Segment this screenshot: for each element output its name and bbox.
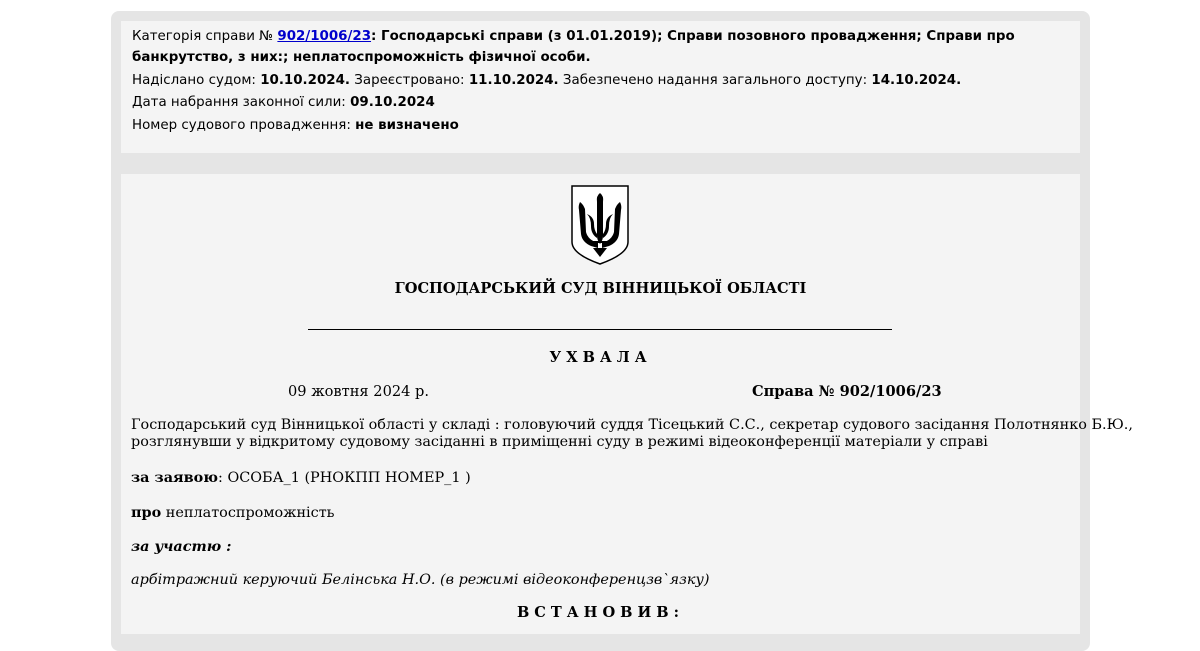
proceeding-label: Номер судового провадження: (132, 118, 351, 133)
court-title: ГОСПОДАРСЬКИЙ СУД ВІННИЦЬКОЇ ОБЛАСТІ (394, 280, 807, 297)
participation-line (131, 538, 1071, 555)
ruling-date: 09 жовтня 2024 р. (288, 383, 430, 400)
proceeding-line (132, 118, 459, 133)
category-line-1 (132, 29, 1015, 44)
effective-value: 09.10.2024 (350, 95, 435, 110)
document-panel (121, 174, 1133, 634)
application-value: : ОСОБА_1 (РНОКПП НОМЕР_1 ) (218, 470, 471, 486)
intro-line-1 (131, 417, 1133, 433)
established-heading: ВСТАНОВИВ: (516, 604, 685, 621)
registered-value: 11.10.2024. (468, 73, 559, 88)
intro-line-2: розглянувши у відкритому судовому засіданні в приміщенні суду в режимі відеоконференції матеріали у справі (131, 434, 988, 450)
effective-date-line (132, 95, 435, 110)
category-label: Категорія справи № (132, 29, 274, 44)
sent-value: 10.10.2024. (260, 73, 351, 88)
case-metadata-panel (121, 21, 1080, 153)
access-value: 14.10.2024. (871, 73, 962, 88)
access-label: Забезпечено надання загального доступу: (562, 73, 868, 88)
category-value-1: : Господарські справи (з 01.01.2019); Справи позовного провадження; Справи про (371, 29, 1015, 44)
dates-line (132, 73, 961, 88)
manager-line: арбітражний керуючий Белінська Н.О. (в режимі відеоконференцзв`язку) (131, 572, 710, 588)
document-type-heading: УХВАЛА (549, 349, 652, 366)
intro-paragraph (131, 417, 1133, 450)
about-label: про (131, 504, 162, 521)
application-line (131, 469, 1071, 486)
title-divider (308, 329, 892, 330)
category-value-2: банкрутство, з них:; неплатоспроможність фізичної особи. (132, 50, 591, 65)
effective-label: Дата набрання законної сили: (132, 95, 346, 110)
proceeding-value: не визначено (355, 118, 459, 133)
case-number-link[interactable]: 902/1006/23 (277, 29, 372, 44)
category-line-2 (132, 50, 591, 65)
about-value: неплатоспроможність (161, 505, 335, 521)
sent-label: Надіслано судом: (132, 73, 256, 88)
intro-line-1-text: Господарський суд Вінницької області у складі : головуючий суддя Тісецький С.С., секретар судового засідання Полотнянко Б.Ю., (131, 417, 1133, 433)
subject-line (131, 504, 1071, 521)
application-label: за заявою (131, 469, 219, 486)
registered-label: Зареєстровано: (354, 73, 465, 88)
trident-coat-of-arms-icon (569, 184, 631, 266)
case-number: Справа № 902/1006/23 (752, 383, 942, 400)
participation-label: за участю : (131, 538, 232, 555)
